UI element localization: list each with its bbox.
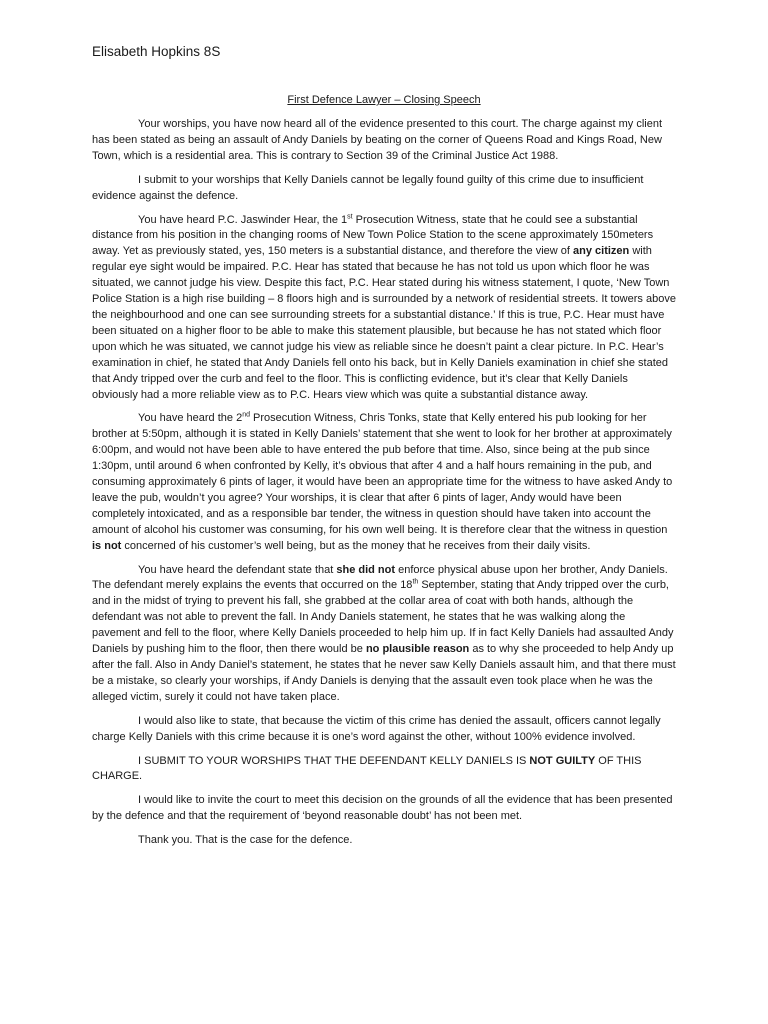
emphasis: NOT GUILTY (529, 754, 596, 767)
ordinal-suffix: th (412, 578, 419, 586)
text: September, stating that Andy tripped over the curb, and in the midst of trying to prevent his fall, she grabbed at the collar area of coat with both hands, although the defendant was not able to prevent the fall. In Andy Daniels statement, he states that he was walking along the pavement and fell to the floor, where Kelly Daniels proceeded to help him up. If in fact Kelly Daniels had assaulted Andy Daniels by pushing him to the floor, then there would be (92, 579, 674, 656)
text: OF THIS CHARGE. (92, 754, 642, 783)
text: Prosecution Witness, Chris Tonks, state that Kelly entered his pub looking for her brother at 5:50pm, although it is stated in Kelly Daniels’ statement that she went to look for her brother at approximately 6:00pm, and would not have been able to have entered the pub before that time. Also, since being at the pub since 1:30pm, until around 6 when confronted by Kelly, it’s obvious that after 4 and a half hours remaining in the pub, and consuming approximately 6 pints of lager, it would have been an appropriate time for the witness to have asked Andy to leave the pub, wouldn’t you agree? Your worships, it is clear that after 6 pints of lager, Andy would have been completely intoxicated, and as a responsible bar tender, the witness in question should have taken into account the amount of alcohol his customer was consuming, for his own well being. It is therefore clear that the witness in question (92, 412, 673, 536)
document-title: First Defence Lawyer – Closing Speech (287, 94, 481, 106)
paragraph-victim-denial: I would also like to state, that because the victim of this crime has denied the assault, officers cannot legally charge Kelly Daniels with this crime because it is one’s word against the other, without 100% evidence involved. (92, 714, 661, 743)
emphasis: any citizen (573, 245, 630, 258)
text: concerned of his customer’s well being, but as the money that he receives from their daily visits. (121, 539, 591, 552)
emphasis: is not (92, 539, 122, 552)
paragraph-not-guilty (92, 754, 676, 786)
paragraph-second-witness (92, 411, 676, 554)
text: Prosecution Witness, state that he could see a substantial distance from his position in the changing rooms of New Town Police Station to the scene approximately 150meters away. Yet as previously stated, yes, 150 meters is a substantial distance, and therefore the view of (92, 213, 654, 258)
ordinal-suffix: nd (242, 411, 250, 419)
paragraph-invitation: I would like to invite the court to meet this decision on the grounds of all the evidence that has been presented by the defence and that the requirement of ‘beyond reasonable doubt’ has not been met. (92, 794, 673, 823)
speech-body (92, 117, 676, 857)
text: You have heard the defendant state that (138, 563, 337, 576)
paragraph-first-witness (92, 213, 676, 404)
text: with regular eye sight would be impaired. P.C. Hear has stated that because he has not told us upon which floor he was situated, we cannot judge his view. Despite this fact, P.C. Hear stated during his witness statement, I quote, ‘New Town Police Station is a high rise building – 8 floors high and is surrounded by a network of residential streets. It towers above the neighbourhood and one can see surrounding streets for a substantial distance.’ If this is true, P.C. Hear must have been situated on a higher floor to be able to make this statement plausible, but because he has not stated which floor upon which he was situated, we cannot judge his view as reliable since he doesn’t paint a clear picture. In P.C. Hear’s examination in chief, he stated that Andy Daniels fell onto his back, but in Kelly Daniels examination in chief she stated that Andy tripped over the curb and feel to the floor. This is conflicting evidence, but it’s clear that Kelly Daniels obviously had a more reliable view as to P.C. Hears view which was quite a substantial distance away. (92, 245, 676, 401)
text: You have heard the 2 (138, 412, 243, 425)
paragraph-closing: Thank you. That is the case for the defence. (138, 834, 353, 847)
paragraph-opening: Your worships, you have now heard all of the evidence presented to this court. The charge against my client has been stated as being an assault of Andy Daniels by beating on the corner of Queens Road and Kings Road, New Town, which is a residential area. This is contrary to Section 39 of the Criminal Justice Act 1988. (92, 118, 663, 162)
emphasis: she did not (336, 563, 396, 576)
text: I SUBMIT TO YOUR WORSHIPS THAT THE DEFENDANT KELLY DANIELS IS (138, 754, 530, 767)
paragraph-submission: I submit to your worships that Kelly Daniels cannot be legally found guilty of this crime due to insufficient evidence against the defence. (92, 173, 644, 202)
ordinal-suffix: st (347, 212, 353, 220)
paragraph-defendant (92, 563, 676, 706)
author-name: Elisabeth Hopkins 8S (92, 44, 221, 59)
text: You have heard P.C. Jaswinder Hear, the 1 (138, 213, 348, 226)
emphasis: no plausible reason (365, 643, 470, 656)
text: as to why she proceeded to help Andy up after the fall. Also in Andy Daniel’s statement, he states that he never saw Kelly Daniels assault him, and that there must be a mistake, so clearly your worships, if Andy Daniels is denying that the assault even took place when he was the alleged victim, surely it could not have taken place. (92, 643, 676, 703)
text: enforce physical abuse upon her brother, Andy Daniels. The defendant merely explains the events that occurred on the 18 (92, 563, 668, 592)
